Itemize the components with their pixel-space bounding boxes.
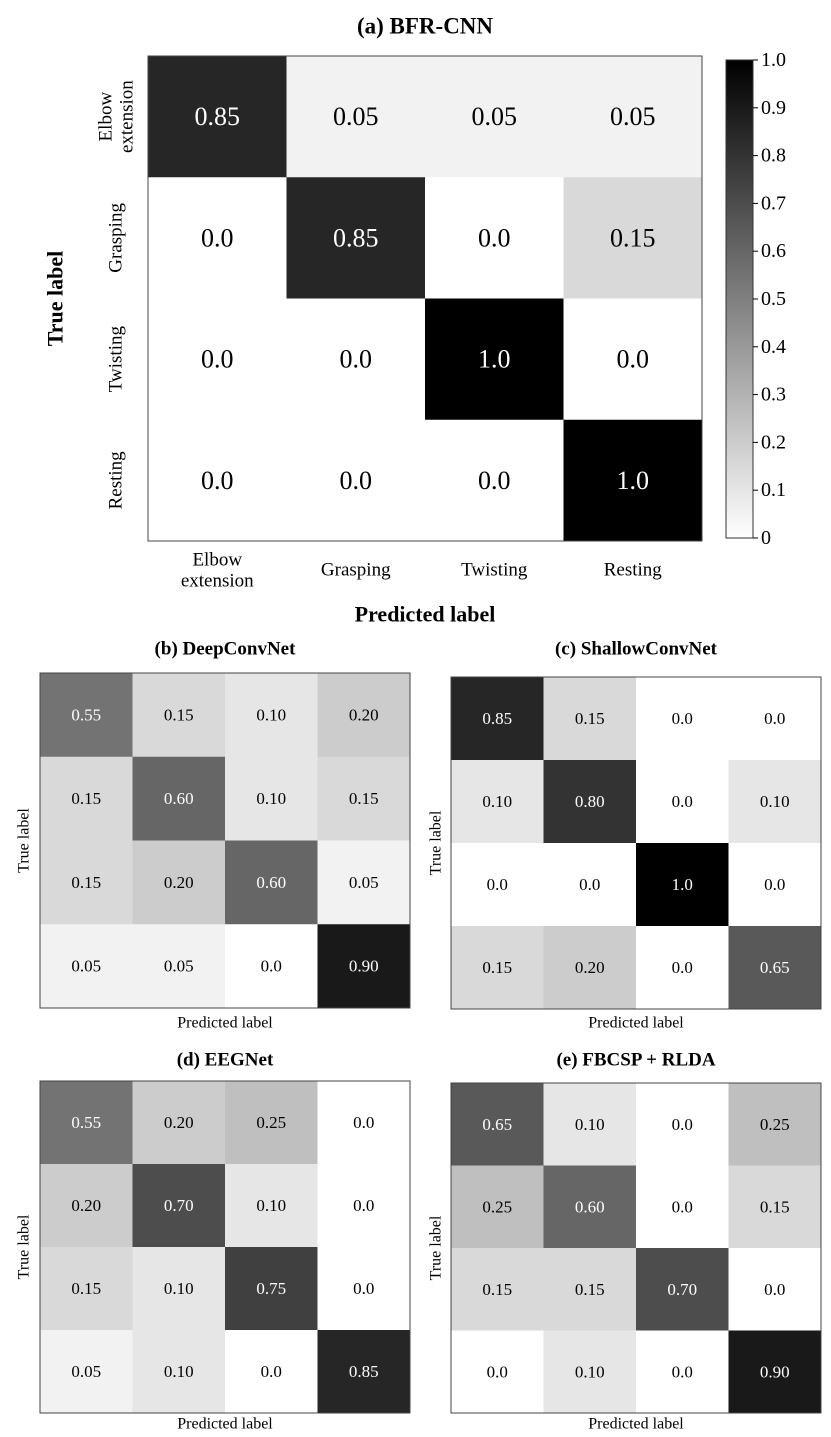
x-axis-label: Predicted label [354,601,496,627]
cell-value-label: 0.70 [667,1279,698,1299]
chart-title: (a) BFR-CNN [356,13,494,39]
y-tick-label: Twisting [105,326,127,393]
cell-value-label: 0.0 [671,1114,693,1134]
cell-value-label: 0.0 [671,958,693,977]
y-axis-label: True label [42,250,68,347]
cell-value-label: 0.0 [671,792,693,811]
cell-value-label: 0.05 [610,102,656,132]
cell-value-label: 0.10 [482,792,513,811]
cell-value-label: 0.0 [478,465,511,495]
cell-value-label: 0.0 [339,344,372,374]
cell-value-label: 0.15 [71,872,102,892]
cell-value-label: 0.0 [353,1196,375,1215]
cell-value-label: 0.55 [71,705,102,725]
cell-value-label: 0.0 [764,709,786,728]
cell-value-label: 0.15 [574,1279,605,1299]
cell-value-label: 0.10 [163,1279,194,1298]
x-tick-label: Grasping [320,559,391,581]
cell-value-label: 0.65 [482,1114,513,1134]
cell-value-label: 0.60 [163,789,194,809]
cell-value-label: 0.0 [764,875,786,894]
cell-value-label: 1.0 [671,875,693,894]
cell-value-label: 0.0 [201,223,234,253]
x-axis-label: Predicted label [177,1415,273,1433]
cell-value-label: 0.0 [579,875,601,894]
cell-value-label: 0.0 [353,1113,375,1132]
y-axis-label: True label [15,1214,33,1280]
cell-value-label: 0.0 [671,709,693,728]
cell-value-label: 0.20 [574,958,605,977]
y-tick-label: Grasping [105,203,127,273]
x-axis-label: Predicted label [588,1014,684,1032]
cell-value-label: 0.10 [256,789,287,809]
confusion-matrix-3 [16,1050,411,1433]
colorbar-tick-label: 0.3 [761,383,786,406]
cell-value-label: 0.10 [759,792,790,811]
cell-value-label: 0.80 [574,792,605,811]
x-tick-label: Elbow extension [180,549,254,591]
cell-value-label: 0.20 [71,1196,102,1215]
cell-value-label: 0.25 [256,1113,287,1132]
cell-value-label: 0.0 [201,344,234,374]
cell-value-label: 0.0 [260,1362,282,1381]
cell-value-label: 0.15 [610,223,656,253]
y-axis-label: True label [15,808,33,873]
cell-value-label: 0.10 [574,1114,605,1134]
cell-value-label: 0.25 [482,1197,513,1217]
cell-value-label: 0.20 [163,872,194,892]
colorbar-tick-label: 0.2 [761,431,786,454]
cell-value-label: 0.20 [163,1113,194,1132]
confusion-matrix-1 [16,639,411,1032]
colorbar-tick-label: 0.7 [761,192,786,215]
cell-value-label: 0.10 [163,1362,194,1381]
cell-value-label: 0.05 [333,102,379,132]
y-tick-label: Resting [105,451,127,510]
cell-value-label: 0.20 [348,705,379,725]
cell-value-label: 0.0 [353,1279,375,1298]
colorbar-tick-label: 0 [761,527,771,549]
colorbar-tick-label: 0.5 [761,288,786,310]
cell-value-label: 0.0 [339,465,372,495]
cell-value-label: 0.05 [348,872,379,892]
confusion-matrix-2 [428,639,822,1032]
cell-value-label: 0.65 [759,958,790,977]
colorbar [726,60,753,538]
chart-title: (d) EEGNet [176,1049,274,1071]
cell-value-label: 0.90 [348,956,379,976]
cell-value-label: 0.60 [574,1197,605,1217]
confusion-matrix-4 [428,1050,822,1433]
cell-value-label: 0.05 [71,956,102,976]
cell-value-label: 0.55 [71,1113,102,1132]
cell-value-label: 0.10 [256,1196,287,1215]
cell-value-label: 0.15 [482,1279,513,1299]
cell-value-label: 0.0 [616,344,649,374]
colorbar-tick-label: 0.1 [761,479,786,502]
colorbar-tick-label: 0.9 [761,96,786,119]
cell-value-label: 0.05 [471,102,517,132]
cell-value-label: 0.70 [163,1196,194,1215]
colorbar-tick-label: 1.0 [761,49,786,71]
cell-value-label: 0.10 [574,1362,605,1382]
cell-value-label: 0.60 [256,872,287,892]
cell-value-label: 0.85 [194,102,240,132]
cell-value-label: 0.0 [486,1362,508,1382]
colorbar-tick-label: 0.6 [761,240,786,263]
x-axis-label: Predicted label [588,1415,684,1433]
colorbar-tick-label: 0.4 [761,335,786,358]
cell-value-label: 0.15 [574,709,605,728]
cell-value-label: 0.0 [671,1197,693,1217]
cell-value-label: 0.25 [759,1114,790,1134]
cell-value-label: 1.0 [616,465,649,495]
cell-value-label: 0.15 [482,958,513,977]
cell-value-label: 0.15 [71,1279,102,1298]
cell-value-label: 0.05 [163,956,194,976]
cell-value-label: 0.10 [256,705,287,725]
cell-value-label: 0.75 [256,1279,287,1298]
x-axis-label: Predicted label [177,1014,273,1032]
cell-value-label: 0.85 [348,1362,379,1381]
cell-value-label: 0.15 [163,705,194,725]
confusion-matrix-0 [43,14,787,627]
chart-title: (b) DeepConvNet [154,638,296,660]
cell-value-label: 0.0 [260,956,282,976]
cell-value-label: 0.90 [759,1362,790,1382]
cell-value-label: 0.0 [671,1362,693,1382]
x-tick-label: Resting [603,559,662,581]
chart-title: (c) ShallowConvNet [554,638,718,660]
cell-value-label: 0.15 [71,789,102,809]
cell-value-label: 0.15 [348,789,379,809]
y-axis-label: True label [427,810,445,876]
colorbar-tick-label: 0.8 [761,144,786,167]
cell-value-label: 0.05 [71,1362,102,1381]
cell-value-label: 0.0 [478,223,511,253]
x-tick-label: Twisting [461,559,528,581]
cell-value-label: 0.85 [482,709,513,728]
cell-value-label: 0.85 [333,223,379,253]
cell-value-label: 0.15 [759,1197,790,1217]
cell-value-label: 1.0 [478,344,511,374]
cell-value-label: 0.0 [201,465,234,495]
cell-value-label: 0.0 [764,1279,786,1299]
cell-value-label: 0.0 [486,875,508,894]
chart-title: (e) FBCSP + RLDA [556,1049,716,1071]
y-axis-label: True label [427,1215,445,1281]
y-tick-label: Elbowextension [95,80,137,154]
